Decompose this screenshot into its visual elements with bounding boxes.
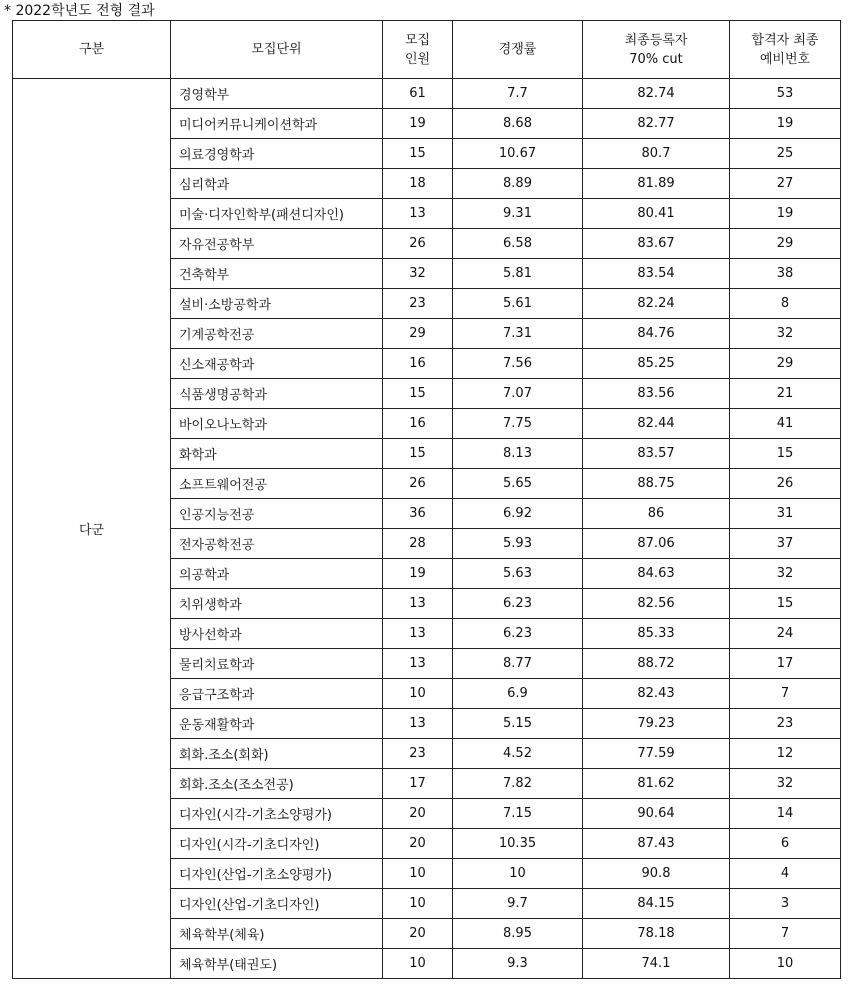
cut-cell: 84.76 bbox=[583, 319, 730, 349]
unit-cell: 화학과 bbox=[171, 439, 383, 469]
quota-cell: 16 bbox=[383, 409, 453, 439]
quota-cell: 20 bbox=[383, 919, 453, 949]
competition-cell: 8.68 bbox=[453, 109, 583, 139]
quota-cell: 15 bbox=[383, 139, 453, 169]
admission-results-table bbox=[12, 20, 841, 979]
waitlist-cell: 12 bbox=[730, 739, 841, 769]
unit-cell: 경영학부 bbox=[171, 79, 383, 109]
unit-cell: 디자인(산업-기초디자인) bbox=[171, 889, 383, 919]
table-caption: * 2022학년도 전형 결과 bbox=[4, 3, 155, 19]
cut-cell: 82.43 bbox=[583, 679, 730, 709]
waitlist-cell: 15 bbox=[730, 589, 841, 619]
unit-cell: 물리치료학과 bbox=[171, 649, 383, 679]
unit-cell: 자유전공학부 bbox=[171, 229, 383, 259]
waitlist-cell: 53 bbox=[730, 79, 841, 109]
cut-cell: 82.24 bbox=[583, 289, 730, 319]
table-row bbox=[13, 79, 841, 109]
table-header-row bbox=[13, 21, 841, 79]
header-quota-line2: 인원 bbox=[404, 51, 431, 67]
unit-cell: 의료경영학과 bbox=[171, 139, 383, 169]
header-cut-line2: 70% cut bbox=[629, 51, 683, 67]
unit-cell: 소프트웨어전공 bbox=[171, 469, 383, 499]
quota-cell: 13 bbox=[383, 619, 453, 649]
competition-cell: 7.75 bbox=[453, 409, 583, 439]
header-unit: 모집단위 bbox=[171, 21, 383, 79]
cut-cell: 82.44 bbox=[583, 409, 730, 439]
waitlist-cell: 37 bbox=[730, 529, 841, 559]
waitlist-cell: 21 bbox=[730, 379, 841, 409]
competition-cell: 7.82 bbox=[453, 769, 583, 799]
quota-cell: 26 bbox=[383, 229, 453, 259]
header-quota-line1: 모집 bbox=[404, 32, 431, 48]
unit-cell: 회화.조소(조소전공) bbox=[171, 769, 383, 799]
competition-cell: 9.31 bbox=[453, 199, 583, 229]
quota-cell: 19 bbox=[383, 109, 453, 139]
unit-cell: 체육학부(체육) bbox=[171, 919, 383, 949]
competition-cell: 6.23 bbox=[453, 619, 583, 649]
cut-cell: 85.25 bbox=[583, 349, 730, 379]
cut-cell: 90.64 bbox=[583, 799, 730, 829]
waitlist-cell: 3 bbox=[730, 889, 841, 919]
unit-cell: 전자공학전공 bbox=[171, 529, 383, 559]
waitlist-cell: 7 bbox=[730, 919, 841, 949]
cut-cell: 90.8 bbox=[583, 859, 730, 889]
cut-cell: 86 bbox=[583, 499, 730, 529]
unit-cell: 미술·디자인학부(패션디자인) bbox=[171, 199, 383, 229]
header-quota bbox=[383, 21, 453, 79]
unit-cell: 신소재공학과 bbox=[171, 349, 383, 379]
header-cut bbox=[583, 21, 730, 79]
competition-cell: 10.35 bbox=[453, 829, 583, 859]
competition-cell: 8.95 bbox=[453, 919, 583, 949]
waitlist-cell: 32 bbox=[730, 319, 841, 349]
quota-cell: 20 bbox=[383, 829, 453, 859]
competition-cell: 7.7 bbox=[453, 79, 583, 109]
unit-cell: 의공학과 bbox=[171, 559, 383, 589]
competition-cell: 6.92 bbox=[453, 499, 583, 529]
header-waitlist bbox=[730, 21, 841, 79]
quota-cell: 15 bbox=[383, 379, 453, 409]
cut-cell: 84.63 bbox=[583, 559, 730, 589]
waitlist-cell: 29 bbox=[730, 229, 841, 259]
unit-cell: 바이오나노학과 bbox=[171, 409, 383, 439]
waitlist-cell: 25 bbox=[730, 139, 841, 169]
quota-cell: 13 bbox=[383, 199, 453, 229]
waitlist-cell: 23 bbox=[730, 709, 841, 739]
cut-cell: 87.43 bbox=[583, 829, 730, 859]
unit-cell: 응급구조학과 bbox=[171, 679, 383, 709]
waitlist-cell: 19 bbox=[730, 109, 841, 139]
unit-cell: 방사선학과 bbox=[171, 619, 383, 649]
unit-cell: 체육학부(태권도) bbox=[171, 949, 383, 979]
unit-cell: 미디어커뮤니케이션학과 bbox=[171, 109, 383, 139]
cut-cell: 77.59 bbox=[583, 739, 730, 769]
cut-cell: 81.62 bbox=[583, 769, 730, 799]
waitlist-cell: 26 bbox=[730, 469, 841, 499]
competition-cell: 5.93 bbox=[453, 529, 583, 559]
quota-cell: 13 bbox=[383, 649, 453, 679]
waitlist-cell: 17 bbox=[730, 649, 841, 679]
cut-cell: 85.33 bbox=[583, 619, 730, 649]
unit-cell: 건축학부 bbox=[171, 259, 383, 289]
competition-cell: 7.15 bbox=[453, 799, 583, 829]
competition-cell: 10 bbox=[453, 859, 583, 889]
competition-cell: 7.56 bbox=[453, 349, 583, 379]
quota-cell: 13 bbox=[383, 589, 453, 619]
cut-cell: 87.06 bbox=[583, 529, 730, 559]
competition-cell: 8.89 bbox=[453, 169, 583, 199]
cut-cell: 80.41 bbox=[583, 199, 730, 229]
waitlist-cell: 27 bbox=[730, 169, 841, 199]
unit-cell: 심리학과 bbox=[171, 169, 383, 199]
unit-cell: 기계공학전공 bbox=[171, 319, 383, 349]
competition-cell: 4.52 bbox=[453, 739, 583, 769]
waitlist-cell: 41 bbox=[730, 409, 841, 439]
competition-cell: 5.15 bbox=[453, 709, 583, 739]
header-waitlist-line1: 합격자 최종 bbox=[751, 32, 819, 48]
competition-cell: 5.65 bbox=[453, 469, 583, 499]
cut-cell: 83.67 bbox=[583, 229, 730, 259]
quota-cell: 13 bbox=[383, 709, 453, 739]
table-body bbox=[13, 79, 841, 979]
cut-cell: 78.18 bbox=[583, 919, 730, 949]
waitlist-cell: 38 bbox=[730, 259, 841, 289]
waitlist-cell: 29 bbox=[730, 349, 841, 379]
quota-cell: 10 bbox=[383, 859, 453, 889]
unit-cell: 운동재활학과 bbox=[171, 709, 383, 739]
unit-cell: 식품생명공학과 bbox=[171, 379, 383, 409]
cut-cell: 82.56 bbox=[583, 589, 730, 619]
competition-cell: 8.77 bbox=[453, 649, 583, 679]
quota-cell: 28 bbox=[383, 529, 453, 559]
cut-cell: 88.72 bbox=[583, 649, 730, 679]
competition-cell: 8.13 bbox=[453, 439, 583, 469]
unit-cell: 설비·소방공학과 bbox=[171, 289, 383, 319]
waitlist-cell: 19 bbox=[730, 199, 841, 229]
waitlist-cell: 8 bbox=[730, 289, 841, 319]
cut-cell: 82.74 bbox=[583, 79, 730, 109]
quota-cell: 17 bbox=[383, 769, 453, 799]
competition-cell: 7.07 bbox=[453, 379, 583, 409]
quota-cell: 19 bbox=[383, 559, 453, 589]
competition-cell: 9.7 bbox=[453, 889, 583, 919]
cut-cell: 80.7 bbox=[583, 139, 730, 169]
unit-cell: 인공지능전공 bbox=[171, 499, 383, 529]
competition-cell: 6.9 bbox=[453, 679, 583, 709]
cut-cell: 82.77 bbox=[583, 109, 730, 139]
waitlist-cell: 32 bbox=[730, 769, 841, 799]
quota-cell: 20 bbox=[383, 799, 453, 829]
quota-cell: 23 bbox=[383, 739, 453, 769]
quota-cell: 16 bbox=[383, 349, 453, 379]
competition-cell: 10.67 bbox=[453, 139, 583, 169]
cut-cell: 84.15 bbox=[583, 889, 730, 919]
quota-cell: 26 bbox=[383, 469, 453, 499]
quota-cell: 32 bbox=[383, 259, 453, 289]
quota-cell: 10 bbox=[383, 679, 453, 709]
waitlist-cell: 7 bbox=[730, 679, 841, 709]
header-competition: 경쟁률 bbox=[453, 21, 583, 79]
unit-cell: 디자인(시각-기초소양평가) bbox=[171, 799, 383, 829]
waitlist-cell: 4 bbox=[730, 859, 841, 889]
quota-cell: 61 bbox=[383, 79, 453, 109]
competition-cell: 5.61 bbox=[453, 289, 583, 319]
competition-cell: 7.31 bbox=[453, 319, 583, 349]
cut-cell: 79.23 bbox=[583, 709, 730, 739]
unit-cell: 디자인(산업-기초소양평가) bbox=[171, 859, 383, 889]
competition-cell: 6.58 bbox=[453, 229, 583, 259]
quota-cell: 23 bbox=[383, 289, 453, 319]
cut-cell: 81.89 bbox=[583, 169, 730, 199]
competition-cell: 6.23 bbox=[453, 589, 583, 619]
cut-cell: 83.54 bbox=[583, 259, 730, 289]
group-cell: 다군 bbox=[13, 79, 171, 979]
quota-cell: 18 bbox=[383, 169, 453, 199]
unit-cell: 치위생학과 bbox=[171, 589, 383, 619]
waitlist-cell: 31 bbox=[730, 499, 841, 529]
waitlist-cell: 6 bbox=[730, 829, 841, 859]
competition-cell: 5.63 bbox=[453, 559, 583, 589]
cut-cell: 74.1 bbox=[583, 949, 730, 979]
competition-cell: 5.81 bbox=[453, 259, 583, 289]
competition-cell: 9.3 bbox=[453, 949, 583, 979]
cut-cell: 83.56 bbox=[583, 379, 730, 409]
header-cut-line1: 최종등록자 bbox=[624, 32, 688, 48]
quota-cell: 29 bbox=[383, 319, 453, 349]
waitlist-cell: 32 bbox=[730, 559, 841, 589]
header-waitlist-line2: 예비번호 bbox=[759, 51, 811, 67]
waitlist-cell: 24 bbox=[730, 619, 841, 649]
quota-cell: 10 bbox=[383, 949, 453, 979]
waitlist-cell: 15 bbox=[730, 439, 841, 469]
cut-cell: 88.75 bbox=[583, 469, 730, 499]
cut-cell: 83.57 bbox=[583, 439, 730, 469]
quota-cell: 10 bbox=[383, 889, 453, 919]
quota-cell: 36 bbox=[383, 499, 453, 529]
quota-cell: 15 bbox=[383, 439, 453, 469]
header-category: 구분 bbox=[13, 21, 171, 79]
waitlist-cell: 14 bbox=[730, 799, 841, 829]
unit-cell: 디자인(시각-기초디자인) bbox=[171, 829, 383, 859]
waitlist-cell: 10 bbox=[730, 949, 841, 979]
unit-cell: 회화.조소(회화) bbox=[171, 739, 383, 769]
